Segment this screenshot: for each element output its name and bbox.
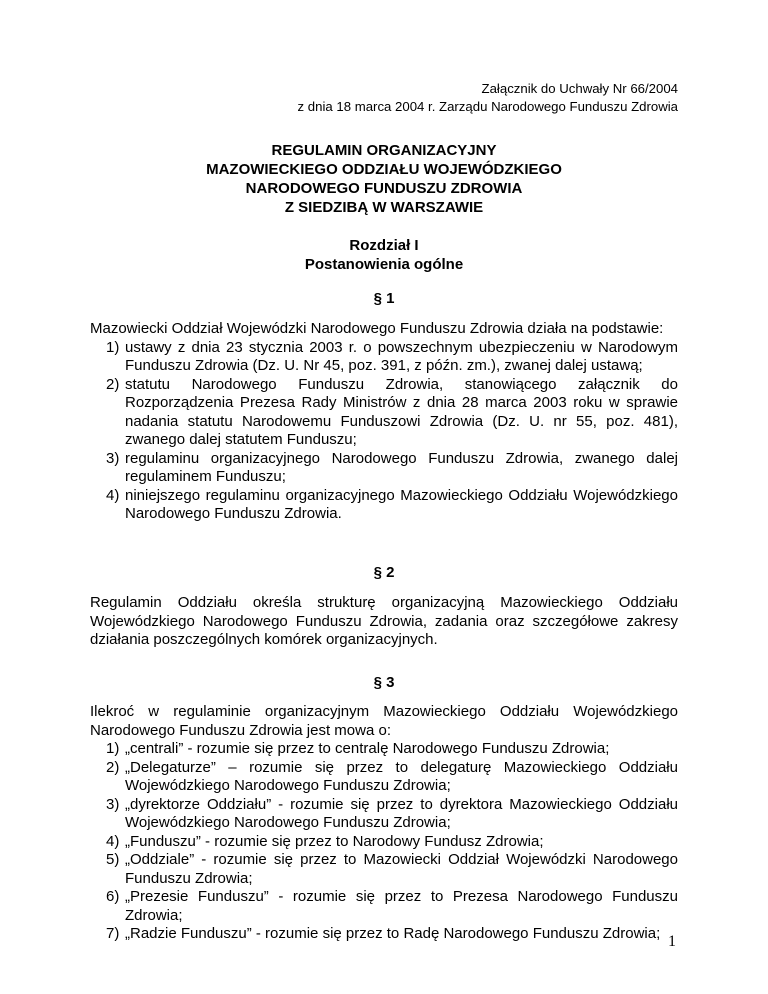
title-line-2: MAZOWIECKIEGO ODDZIAŁU WOJEWÓDZKIEGO bbox=[206, 161, 562, 178]
attachment-line-1: Załącznik do Uchwały Nr 66/2004 bbox=[481, 81, 678, 96]
chapter-label: Rozdział I bbox=[349, 237, 419, 254]
item-text: statutu Narodowego Funduszu Zdrowia, stanowiącego załącznik do Rozporządzenia Prezesa Rady Ministrów z dnia 28 marca 2003 roku w sprawie nadania statutu Narodowemu Funduszowi Zdrowia (Dz. U. nr 55, poz. 481), zwanego dalej statutem Funduszu; bbox=[125, 375, 678, 448]
list-item bbox=[90, 376, 678, 450]
item-number: 4) bbox=[106, 832, 120, 850]
item-text: „dyrektorze Oddziału” - rozumie się przez to dyrektora Mazowieckiego Oddziału Wojewódzkiego Narodowego Funduszu Zdrowia; bbox=[125, 795, 678, 831]
page-number: 1 bbox=[668, 933, 676, 950]
chapter-name: Postanowienia ogólne bbox=[304, 256, 464, 273]
list-item bbox=[90, 851, 678, 888]
item-text: „Radzie Funduszu” - rozumie się przez to Radę Narodowego Funduszu Zdrowia; bbox=[125, 925, 661, 942]
title-line-3: NARODOWEGO FUNDUSZU ZDROWIA bbox=[245, 180, 523, 197]
section-2-heading: § 2 bbox=[373, 564, 395, 581]
item-number: 2) bbox=[106, 375, 120, 393]
attachment-line-2: z dnia 18 marca 2004 r. Zarządu Narodowego Funduszu Zdrowia bbox=[297, 99, 678, 114]
title-line-4: Z SIEDZIBĄ W WARSZAWIE bbox=[284, 199, 484, 216]
section-2-text: Regulamin Oddziału określa strukturę organizacyjną Mazowieckiego Oddziału Wojewódzkiego Narodowego Funduszu Zdrowia, zadania oraz szczegółowe zakresy działania poszczególnych komórek organizacyjnych. bbox=[90, 594, 678, 648]
item-number: 3) bbox=[106, 795, 120, 813]
item-number: 1) bbox=[106, 740, 120, 757]
list-item bbox=[90, 833, 678, 852]
document-title bbox=[0, 141, 768, 217]
list-item bbox=[90, 487, 678, 524]
list-item bbox=[90, 740, 678, 759]
list-item bbox=[90, 925, 678, 944]
item-number: 3) bbox=[106, 449, 120, 467]
section-2-body bbox=[90, 594, 678, 650]
chapter-heading bbox=[0, 236, 768, 274]
attachment-note bbox=[298, 80, 678, 116]
title-line-1: REGULAMIN ORGANIZACYJNY bbox=[271, 142, 497, 159]
item-text: „Delegaturze” – rozumie się przez to delegaturę Mazowieckiego Oddziału Wojewódzkiego Narodowego Funduszu Zdrowia; bbox=[125, 758, 678, 794]
list-item bbox=[90, 796, 678, 833]
item-number: 7) bbox=[106, 925, 120, 942]
section-3-body bbox=[90, 703, 678, 944]
item-number: 1) bbox=[106, 338, 120, 356]
item-number: 2) bbox=[106, 758, 120, 776]
section-3-list bbox=[90, 740, 678, 944]
item-text: niniejszego regulaminu organizacyjnego Mazowieckiego Oddziału Wojewódzkiego Narodowego Funduszu Zdrowia. bbox=[125, 486, 678, 522]
section-1-body bbox=[90, 320, 678, 524]
list-item bbox=[90, 450, 678, 487]
list-item bbox=[90, 759, 678, 796]
section-1-list bbox=[90, 339, 678, 524]
item-text: „centrali” - rozumie się przez to centralę Narodowego Funduszu Zdrowia; bbox=[125, 740, 610, 757]
item-text: regulaminu organizacyjnego Narodowego Funduszu Zdrowia, zwanego dalej regulaminem Funduszu; bbox=[125, 449, 678, 485]
item-text: „Funduszu” - rozumie się przez to Narodowy Fundusz Zdrowia; bbox=[125, 832, 544, 850]
section-3-heading: § 3 bbox=[373, 674, 395, 691]
section-1-intro: Mazowiecki Oddział Wojewódzki Narodowego Funduszu Zdrowia działa na podstawie: bbox=[90, 320, 664, 337]
item-number: 5) bbox=[106, 851, 120, 868]
list-item bbox=[90, 339, 678, 376]
section-3-intro: Ilekroć w regulaminie organizacyjnym Mazowieckiego Oddziału Wojewódzkiego Narodowego Funduszu Zdrowia jest mowa o: bbox=[90, 703, 678, 739]
list-item bbox=[90, 888, 678, 925]
section-1-heading: § 1 bbox=[373, 290, 395, 307]
item-text: „Oddziale” - rozumie się przez to Mazowiecki Oddział Wojewódzki Narodowego Funduszu Zdrowia; bbox=[125, 851, 678, 887]
item-number: 6) bbox=[106, 888, 120, 905]
item-text: „Prezesie Funduszu” - rozumie się przez to Prezesa Narodowego Funduszu Zdrowia; bbox=[125, 888, 678, 924]
item-number: 4) bbox=[106, 486, 120, 504]
item-text: ustawy z dnia 23 stycznia 2003 r. o powszechnym ubezpieczeniu w Narodowym Funduszu Zdrowia (Dz. U. Nr 45, poz. 391, z późn. zm.), zwanej dalej ustawą; bbox=[125, 338, 678, 374]
